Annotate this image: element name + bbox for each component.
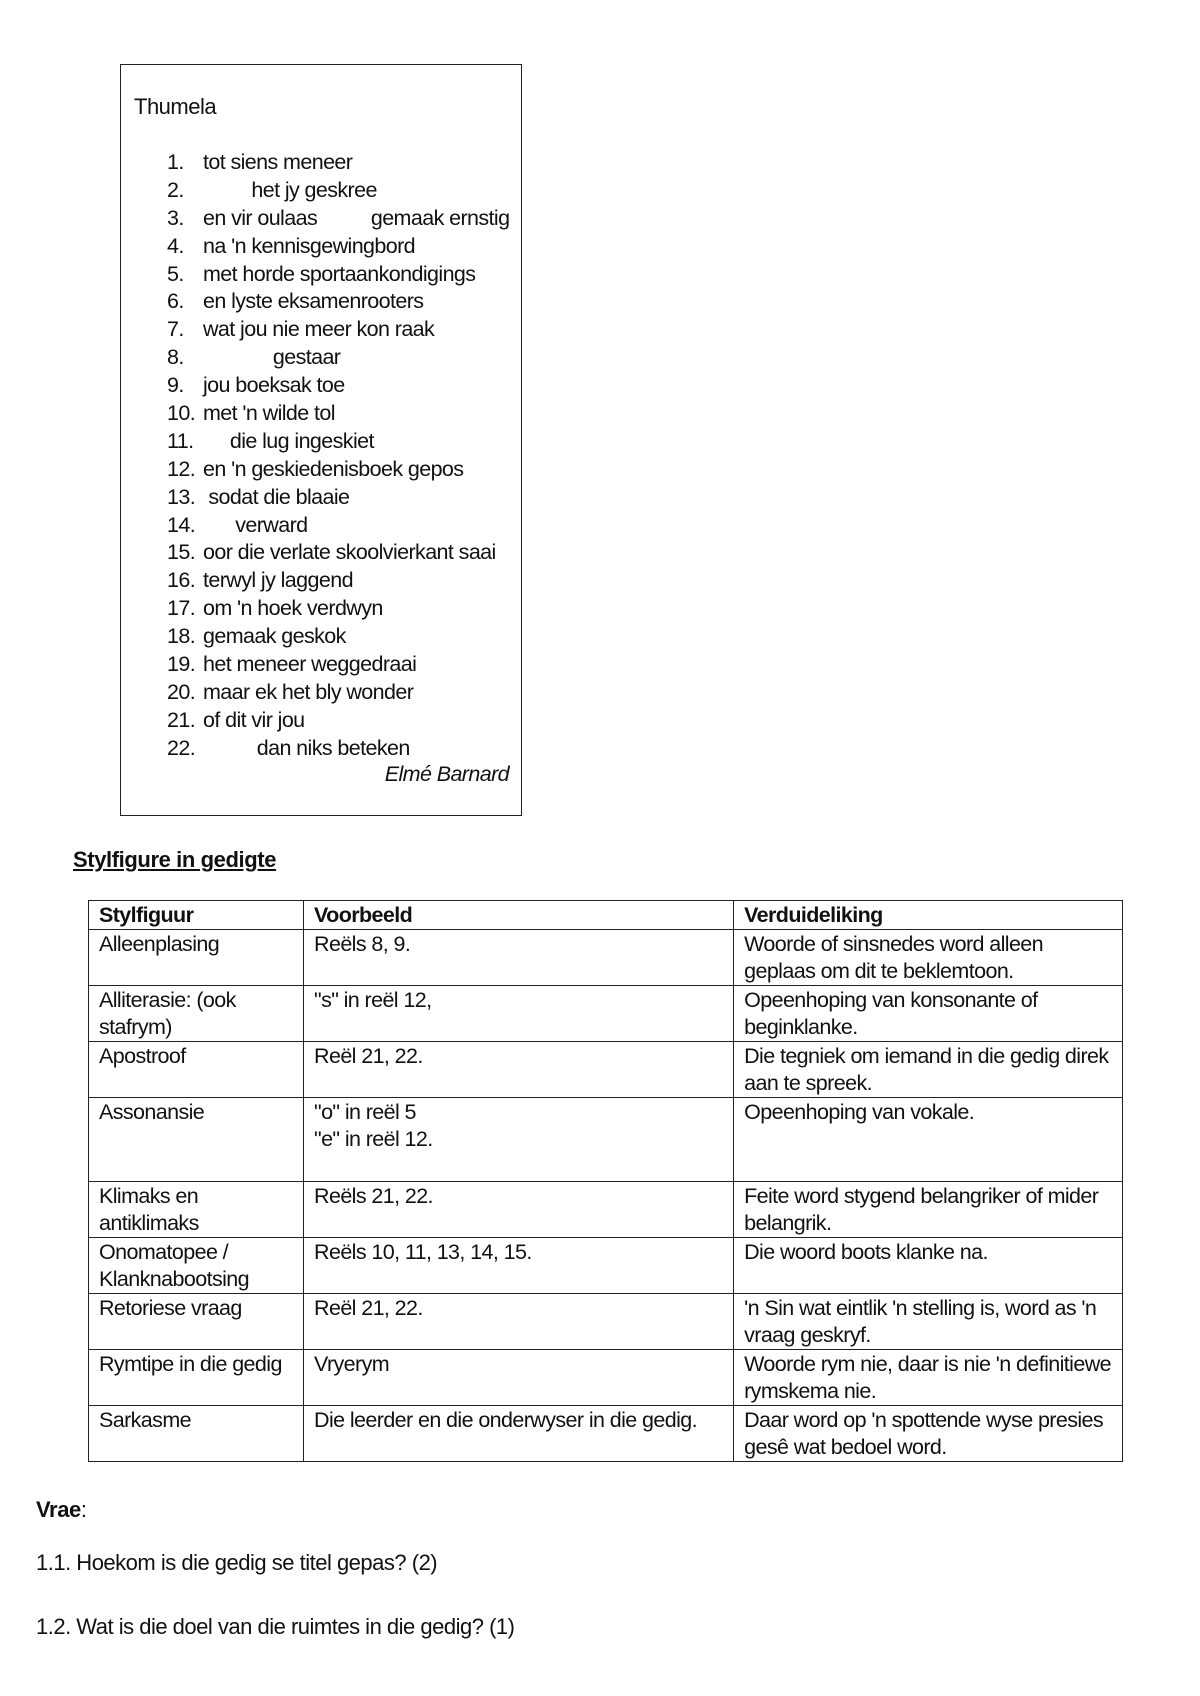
cell-example: Reëls 10, 11, 13, 14, 15. xyxy=(304,1238,734,1294)
poem-line xyxy=(167,679,517,707)
poem-line-number: 14. xyxy=(167,512,196,537)
table-row xyxy=(89,1406,1123,1462)
cell-example: Die leerder en die onderwyser in die gedig. xyxy=(304,1406,734,1462)
poem-line-number: 5. xyxy=(167,261,184,286)
poem-line-text: het meneer weggedraai xyxy=(203,652,417,677)
poem-line-number: 22. xyxy=(167,735,196,760)
poem-line-number: 15. xyxy=(167,540,196,565)
poem-line-text: met 'n wilde tol xyxy=(203,401,335,426)
poem-line-text: jou boeksak toe xyxy=(203,373,345,398)
question-1-2: 1.2. Wat is die doel van die ruimtes in die gedig? (1) xyxy=(36,1614,515,1639)
poem-line-text: oor die verlate skoolvierkant saai xyxy=(203,540,496,565)
poem-line xyxy=(167,233,517,261)
cell-figure: Onomatopee / Klanknabootsing xyxy=(89,1238,304,1294)
poem-line-text: verward xyxy=(203,512,308,537)
poem-line xyxy=(167,177,517,205)
cell-example: "o" in reël 5 "e" in reël 12. xyxy=(304,1098,734,1182)
cell-example: Reëls 21, 22. xyxy=(304,1182,734,1238)
poem-line-number: 10. xyxy=(167,401,196,426)
poem-line-text: maar ek het bly wonder xyxy=(203,679,414,704)
cell-explanation: Feite word stygend belangriker of mider belangrik. xyxy=(734,1182,1123,1238)
poem-line-number: 20. xyxy=(167,679,196,704)
poem-line xyxy=(167,456,517,484)
poem-line-number: 3. xyxy=(167,205,184,230)
cell-figure: Alliterasie: (ook stafrym) xyxy=(89,986,304,1042)
cell-example: Reël 21, 22. xyxy=(304,1294,734,1350)
cell-example: Vryerym xyxy=(304,1350,734,1406)
poem-line xyxy=(167,344,517,372)
cell-explanation: Die tegniek om iemand in die gedig direk aan te spreek. xyxy=(734,1042,1123,1098)
poem-line-text: gemaak geskok xyxy=(203,624,346,649)
poem-line-text: sodat die blaaie xyxy=(203,484,350,509)
poem-line-number: 18. xyxy=(167,624,196,649)
poem-line-number: 12. xyxy=(167,456,196,481)
poem-line xyxy=(167,205,517,233)
poem-line-number: 11. xyxy=(167,428,194,453)
poem-line xyxy=(167,512,517,540)
question-1-1: 1.1. Hoekom is die gedig se titel gepas? (2) xyxy=(36,1550,438,1575)
poem-line-number: 13. xyxy=(167,484,196,509)
poem-line xyxy=(167,484,517,512)
cell-explanation: 'n Sin wat eintlik 'n stelling is, word as 'n vraag geskryf. xyxy=(734,1294,1123,1350)
poem-line-number: 6. xyxy=(167,289,184,314)
poem-line xyxy=(167,149,517,177)
poem-line-number: 9. xyxy=(167,373,184,398)
poem-box xyxy=(120,64,522,816)
poem-line-number: 19. xyxy=(167,652,196,677)
poem-line-text: met horde sportaankondigings xyxy=(203,261,476,286)
poem-line-text: en lyste eksamenrooters xyxy=(203,289,424,314)
poem-line-text: die lug ingeskiet xyxy=(203,428,374,453)
poem-author: Elmé Barnard xyxy=(384,762,509,786)
cell-example: Reël 21, 22. xyxy=(304,1042,734,1098)
poem-line xyxy=(167,651,517,679)
cell-figure: Sarkasme xyxy=(89,1406,304,1462)
poem-line-number: 7. xyxy=(167,317,184,342)
poem-line-text: wat jou nie meer kon raak xyxy=(203,317,435,342)
cell-explanation: Woorde rym nie, daar is nie 'n definitiewe rymskema nie. xyxy=(734,1350,1123,1406)
poem-line-text: na 'n kennisgewingbord xyxy=(203,233,416,258)
poem-line xyxy=(167,595,517,623)
column-header-verduideliking: Verduideliking xyxy=(734,901,1123,930)
poem-line-number: 16. xyxy=(167,568,196,593)
poem-line xyxy=(167,372,517,400)
poem-line-number: 4. xyxy=(167,233,184,258)
column-header-stylfiguur: Stylfiguur xyxy=(89,901,304,930)
poem-line xyxy=(167,428,517,456)
poem-line xyxy=(167,567,517,595)
table-row xyxy=(89,986,1123,1042)
poem-line-text: om 'n hoek verdwyn xyxy=(203,596,383,621)
cell-example: "s" in reël 12, xyxy=(304,986,734,1042)
table-row xyxy=(89,1238,1123,1294)
style-figures-table xyxy=(88,900,1123,1462)
poem-line xyxy=(167,707,517,735)
poem-line-text: tot siens meneer xyxy=(203,150,353,174)
cell-explanation: Woorde of sinsnedes word alleen geplaas om dit te beklemtoon. xyxy=(734,930,1123,986)
cell-figure: Rymtipe in die gedig xyxy=(89,1350,304,1406)
cell-explanation: Opeenhoping van vokale. xyxy=(734,1098,1123,1182)
cell-figure: Klimaks en antiklimaks xyxy=(89,1182,304,1238)
cell-example: Reëls 8, 9. xyxy=(304,930,734,986)
poem-line-text: gestaar xyxy=(203,345,341,370)
table-row xyxy=(89,1182,1123,1238)
table-row xyxy=(89,1098,1123,1182)
poem-line xyxy=(167,261,517,289)
table-row xyxy=(89,1042,1123,1098)
questions-label-colon: : xyxy=(80,1497,87,1522)
poem-line-text: het jy geskree xyxy=(203,177,377,202)
cell-figure: Alleenplasing xyxy=(89,930,304,986)
poem-line-text: en 'n geskiedenisboek gepos xyxy=(203,456,464,481)
questions-label-text: Vrae xyxy=(36,1497,81,1522)
cell-explanation: Die woord boots klanke na. xyxy=(734,1238,1123,1294)
poem-line-text: dan niks beteken xyxy=(203,735,410,760)
table-header-row xyxy=(89,901,1123,930)
cell-figure: Retoriese vraag xyxy=(89,1294,304,1350)
poem-line-text: terwyl jy laggend xyxy=(203,568,353,593)
column-header-voorbeeld: Voorbeeld xyxy=(304,901,734,930)
poem-line xyxy=(167,400,517,428)
poem-lines xyxy=(167,149,517,763)
poem-line xyxy=(167,316,517,344)
poem-line-number: 2. xyxy=(167,177,184,202)
cell-explanation: Opeenhoping van konsonante of beginklanke. xyxy=(734,986,1123,1042)
poem-line xyxy=(167,288,517,316)
section-heading: Stylfigure in gedigte xyxy=(73,847,277,872)
poem-line xyxy=(167,539,517,567)
poem-line xyxy=(167,735,517,763)
questions-label xyxy=(36,1497,87,1523)
poem-line-text: en vir oulaas gemaak ernstig xyxy=(203,205,510,230)
poem-line-number: 1. xyxy=(167,150,184,174)
poem-line-number: 8. xyxy=(167,345,184,370)
poem-line-text: of dit vir jou xyxy=(203,707,305,732)
poem-line-number: 21. xyxy=(167,707,196,732)
poem-line xyxy=(167,623,517,651)
table-row xyxy=(89,1350,1123,1406)
cell-explanation: Daar word op 'n spottende wyse presies gesê wat bedoel word. xyxy=(734,1406,1123,1462)
table-row xyxy=(89,930,1123,986)
cell-figure: Assonansie xyxy=(89,1098,304,1182)
table-row xyxy=(89,1294,1123,1350)
poem-line-number: 17. xyxy=(167,596,196,621)
cell-figure: Apostroof xyxy=(89,1042,304,1098)
poem-title: Thumela xyxy=(134,94,217,119)
